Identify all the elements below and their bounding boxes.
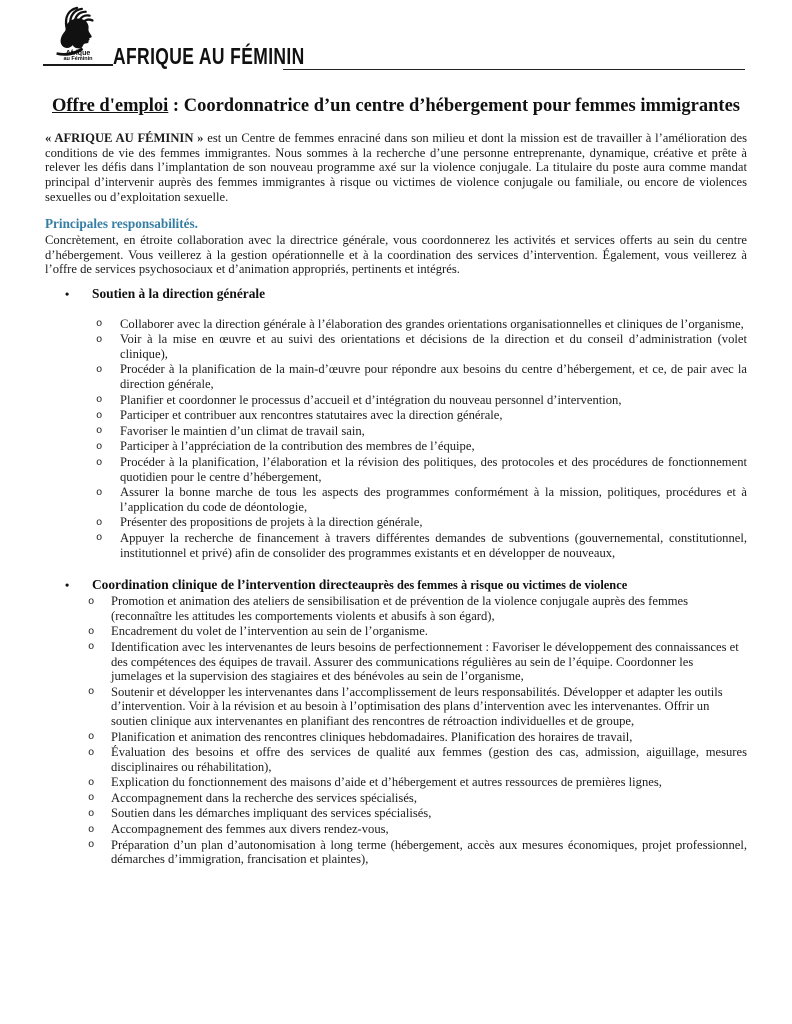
- list-item: [45, 745, 747, 774]
- section-heading-coordination-clinique: [45, 577, 747, 593]
- list-item: [45, 791, 747, 806]
- responsibilities-heading: Principales responsabilités.: [45, 216, 198, 232]
- list-item-text: Voir à la mise en œuvre et au suivi des orientations et décisions de la direction et du conseil d’administration (volet clinique),: [120, 332, 747, 361]
- list-item-text: Procéder à la planification de la main-d’œuvre pour répondre aux besoins du centre d’hébergement, et ce, de pair avec la direction générale,: [120, 362, 747, 392]
- list-item-text: Promotion et animation des ateliers de sensibilisation et de prévention de la violence conjugale auprès des femmes (reconnaître les attitudes les comportements violents et abusifs à son égard),: [111, 594, 689, 623]
- header-rule: [283, 69, 745, 70]
- circle-bullet-icon: o: [88, 839, 95, 852]
- list-item-text: Préparation d’un plan d’autonomisation à long terme (hébergement, accès aux mesures économiques, projet professionnel, démarches d’immigration, francisation et plaintes),: [111, 837, 747, 867]
- section-title-suffix: auprès des femmes à risque ou victimes de violence: [358, 578, 628, 593]
- list-item: [45, 439, 747, 454]
- logo-caption-line1: Afrique: [65, 50, 91, 57]
- list-item-text: Accompagnement des femmes aux divers rendez-vous,: [111, 822, 389, 837]
- circle-bullet-icon: o: [88, 595, 95, 608]
- page-title-rest: : Coordonnatrice d’un centre d’hébergement pour femmes immigrantes: [168, 96, 740, 116]
- list-item: [45, 594, 747, 623]
- list-item-text: Procéder à la planification, l’élaboration et la révision des politiques, des protocoles et des procédures de fonctionnement quotidien pour le centre d’hébergement,: [120, 455, 747, 484]
- page-title: [45, 94, 747, 118]
- circle-bullet-icon: o: [88, 641, 95, 654]
- list-item: [45, 775, 747, 790]
- list-item-text: Encadrement du volet de l’intervention au sein de l’organisme.: [111, 624, 428, 639]
- list-item: [45, 624, 747, 639]
- intro-text: est un Centre de femmes enraciné dans son milieu et dont la mission est de travailler à l’amélioration des conditions de vie des femmes immigrantes. Nous sommes à la recherche d’une personne entreprenante, dynamique, créative et prête à relever les défis dans l’implantation de son nouveau programme axé sur la violence conjugale. La titulaire du poste aura comme mandat principal d’intervenir auprès des femmes immigrantes à risque ou victimes de violence conjugale ou familiale, ou encore de violences sexuelles ou d’exploitation sexuelle.: [45, 131, 747, 204]
- intro-org-name-bold: « AFRIQUE AU FÉMININ »: [45, 131, 204, 146]
- circle-bullet-icon: o: [96, 333, 103, 346]
- circle-bullet-icon: o: [96, 318, 103, 331]
- circle-bullet-icon: o: [96, 425, 103, 438]
- list-item-text: Assurer la bonne marche de tous les aspects des programmes conformément à la mission, politiques, procédures et à l’application du code de déontologie,: [120, 485, 747, 514]
- section-title: Coordination clinique de l’intervention directe: [92, 577, 359, 593]
- list-item: [45, 822, 747, 837]
- circle-bullet-icon: o: [96, 456, 103, 469]
- list-item-text: Accompagnement dans la recherche des services spécialisés,: [111, 790, 417, 805]
- list-item: [45, 806, 747, 821]
- list-item: [45, 531, 747, 560]
- list-item-text: Identification avec les intervenantes de leurs besoins de perfectionnement : Favoriser le développement des connaissances et des compétences des équipes de travail. Assurer des communications régulières au sein de l’équipe. Coordonner les jumelages et la supervision des stagiaires et des bénévoles au sein de l’organisme,: [111, 639, 739, 684]
- circle-bullet-icon: o: [88, 731, 95, 743]
- list-item: [45, 408, 747, 423]
- organization-name: AFRIQUE AU FÉMININ: [113, 43, 305, 69]
- circle-bullet-icon: o: [88, 792, 95, 805]
- section-heading-soutien-direction: [45, 286, 747, 302]
- coordination-clinique-item-list: [45, 594, 747, 867]
- logo-caption: [43, 50, 113, 63]
- document-body: [0, 94, 792, 867]
- list-item: [45, 332, 747, 361]
- list-item: [45, 455, 747, 484]
- circle-bullet-icon: o: [88, 686, 95, 699]
- list-item-text: Évaluation des besoins et offre des services de qualité aux femmes (gestion des cas, admission, aiguillage, mesures disciplinaires ou réhabilitation),: [111, 745, 747, 774]
- circle-bullet-icon: o: [88, 807, 95, 820]
- list-item: [45, 317, 747, 332]
- page-title-underlined: Offre d'emploi: [52, 96, 169, 116]
- list-item-text: Collaborer avec la direction générale à l’élaboration des grandes orientations organisationnelles et cliniques de l’organisme,: [120, 316, 744, 331]
- list-item: [45, 515, 747, 530]
- soutien-direction-item-list: [45, 317, 747, 561]
- list-item-text: Appuyer la recherche de financement à travers différentes demandes de subventions (gouvernemental, constitutionnel, institutionnel et privé) afin de consolider des programmes existants et en développer de nouveaux,: [120, 530, 747, 560]
- list-item: [45, 362, 747, 391]
- circle-bullet-icon: o: [88, 823, 95, 836]
- list-item-text: Participer à l’appréciation de la contribution des membres de l’équipe,: [120, 439, 475, 454]
- list-item-text: Participer et contribuer aux rencontres statutaires avec la direction générale,: [120, 408, 503, 423]
- bullet-icon: •: [65, 578, 70, 593]
- list-item: [45, 424, 747, 439]
- section-title: Soutien à la direction générale: [92, 285, 266, 301]
- responsibilities-intro: Concrètement, en étroite collaboration avec la directrice générale, vous coordonnerez les activités et services offerts au sein du centre d’hébergement. Vous veillerez à la gestion opérationnelle et à la coordination des services d’intervention. Également, vous veillerez à l’offre de services psychosociaux et d’animation appropriés, pertinents et intégrés.: [45, 233, 747, 277]
- circle-bullet-icon: o: [88, 625, 95, 638]
- circle-bullet-icon: o: [96, 440, 103, 453]
- circle-bullet-icon: o: [96, 409, 103, 422]
- circle-bullet-icon: o: [88, 776, 95, 789]
- list-item-text: Présenter des propositions de projets à la direction générale,: [120, 515, 423, 530]
- circle-bullet-icon: o: [96, 363, 103, 376]
- logo-caption-line2: au Féminin: [63, 56, 93, 63]
- list-item-text: Favoriser le maintien d’un climat de travail sain,: [120, 423, 365, 438]
- list-item: [45, 838, 747, 867]
- intro-paragraph: [45, 131, 747, 204]
- list-item-text: Explication du fonctionnement des maisons d’aide et d’hébergement et autres ressources de premières lignes,: [111, 775, 662, 790]
- letterhead: [0, 0, 792, 76]
- list-item: [45, 685, 747, 729]
- circle-bullet-icon: o: [96, 486, 103, 499]
- circle-bullet-icon: o: [96, 394, 103, 407]
- list-item-text: Planifier et coordonner le processus d’accueil et d’intégration du nouveau personnel d’intervention,: [120, 392, 622, 407]
- list-item: [45, 485, 747, 514]
- list-item-text: Planification et animation des rencontres cliniques hebdomadaires. Planification des horaires de travail,: [111, 729, 633, 744]
- circle-bullet-icon: o: [96, 516, 103, 529]
- bullet-icon: •: [65, 286, 70, 301]
- list-item-text: Soutenir et développer les intervenantes dans l’accomplissement de leurs responsabilités. Développer et adapter les outils d’intervention. Voir à la révision et au besoin à l’optimisation des plans d’intervention avec les intervenantes. Offrir un soutien clinique aux intervenantes en planifiant des rencontres de rétroaction individuelles et de groupe,: [111, 684, 723, 728]
- list-item: [45, 640, 747, 684]
- list-item-text: Soutien dans les démarches impliquant des services spécialisés,: [111, 806, 432, 821]
- list-item: [45, 393, 747, 408]
- circle-bullet-icon: o: [88, 746, 95, 759]
- circle-bullet-icon: o: [96, 532, 103, 545]
- organization-logo: [43, 6, 113, 66]
- list-item: [45, 730, 747, 745]
